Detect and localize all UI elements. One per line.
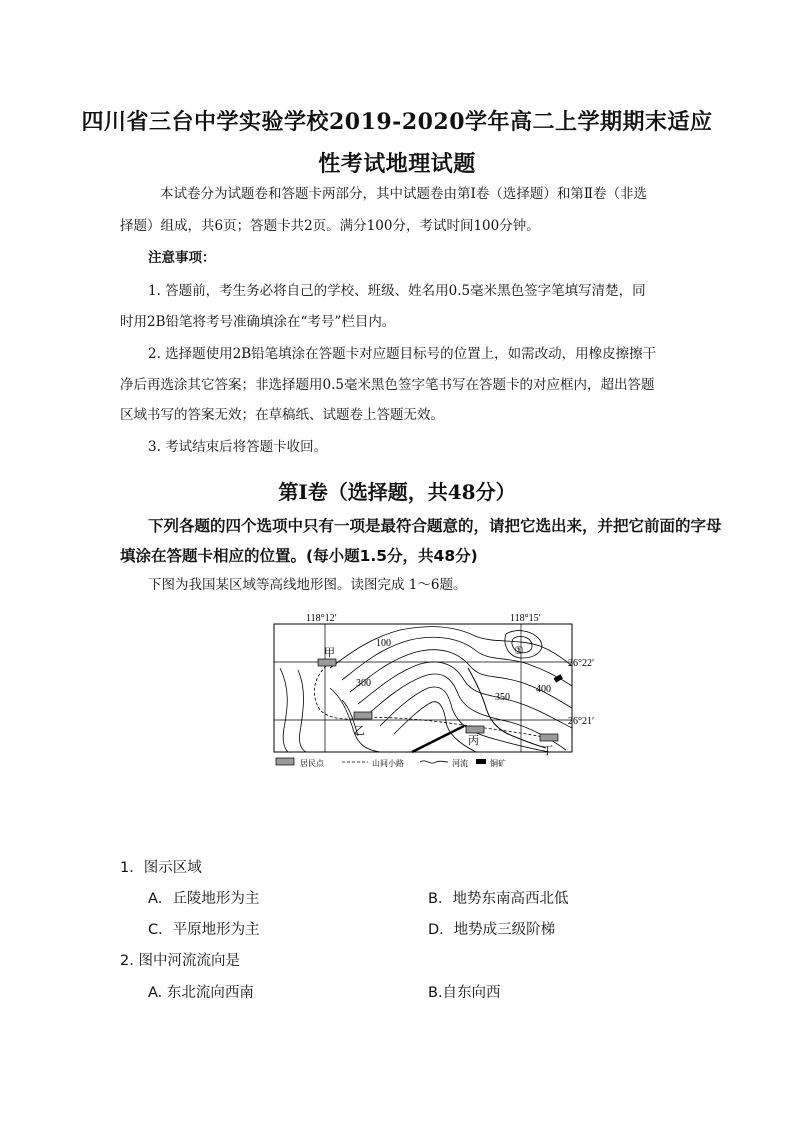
contour-label-350: 350 [495,692,510,703]
question-2-option-a[interactable]: A. 东北流向西南 [148,985,254,1001]
notes-item1-line2: 时用2B铅笔将考号准确填涂在“考号”栏目内。 [120,314,396,330]
notes-item2-line2: 净后再选涂其它答案；非选择题用0.5毫米黑色签字笔书写在答题卡的对应框内，超出答题 [120,377,655,393]
settlement-ding [540,734,558,741]
legend-path: 山间小路 [372,759,404,768]
place-ding: 丁 [542,745,553,757]
notes-item2-line3: 区域书写的答案无效；在草稿纸、试题卷上答题无效。 [120,407,444,423]
question-1-option-b[interactable]: B．地势东南高西北低 [428,891,569,907]
peak-marker: ① [514,645,524,657]
question-1-stem: 1．图示区域 [120,860,202,876]
question-2-option-b[interactable]: B.自东向西 [428,985,501,1001]
legend-river-swatch [420,761,448,763]
settlement-bing [466,726,484,733]
section-instruction-line2: 填涂在答题卡相应的位置。(每小题1.5分，共48分) [120,547,478,565]
map-prompt: 下图为我国某区域等高线地形图。读图完成 1～6题。 [148,577,467,593]
notes-item1-line1: 1. 答题前，考生务必将自己的学校、班级、姓名用0.5毫米黑色签字笔填写清楚，同 [148,283,646,299]
question-2-stem: 2. 图中河流流向是 [120,953,240,969]
intro-line1: 本试卷分为试题卷和答题卡两部分，其中试题卷由第Ⅰ卷（选择题）和第Ⅱ卷（非选 [160,186,648,202]
place-yi: 乙 [354,725,365,737]
contour-label-300: 300 [356,678,371,689]
lat-top-label: 26°22′ [568,658,595,669]
notes-item2-line1: 2. 选择题使用2B铅笔填涂在答题卡对应题目标号的位置上，如需改动，用橡皮擦擦干 [148,346,657,362]
contour-label-400: 400 [536,684,551,695]
lon-left-label: 118°12′ [306,613,337,624]
page-title-line1: 四川省三台中学实验学校2019-2020学年高二上学期期末适应 [81,109,713,135]
place-bing: 丙 [468,735,479,747]
map-legend [276,758,506,768]
lon-right-label: 118°15′ [510,613,541,624]
legend-settlement-swatch [276,758,294,765]
legend-settlement: 居民点 [300,759,324,768]
section-instruction-line1: 下列各题的四个选项中只有一项是最符合题意的，请把它选出来，并把它前面的字母 [148,517,722,535]
section-title: 第Ⅰ卷（选择题，共48分） [278,480,516,504]
contour-label-100: 100 [376,638,391,649]
notes-item3: 3. 考试结束后将答题卡收回。 [148,439,328,455]
legend-river: 河流 [452,759,468,768]
contour-map [270,608,610,776]
settlement-jia [318,659,336,666]
lat-bottom-label: 26°21′ [568,716,595,727]
legend-mine: 铜矿 [490,759,506,768]
intro-line2: 择题）组成，共6页；答题卡共2页。满分100分，考试时间100分钟。 [120,218,540,234]
settlement-yi [354,712,372,719]
question-1-option-c[interactable]: C．平原地形为主 [148,922,260,938]
notes-heading: 注意事项： [148,250,216,266]
place-jia: 甲 [324,647,335,659]
question-1-option-d[interactable]: D．地势成三级阶梯 [428,922,556,938]
question-1-option-a[interactable]: A．丘陵地形为主 [148,891,260,907]
legend-mine-swatch [476,759,486,764]
page-title-line2: 性考试地理试题 [318,151,476,177]
